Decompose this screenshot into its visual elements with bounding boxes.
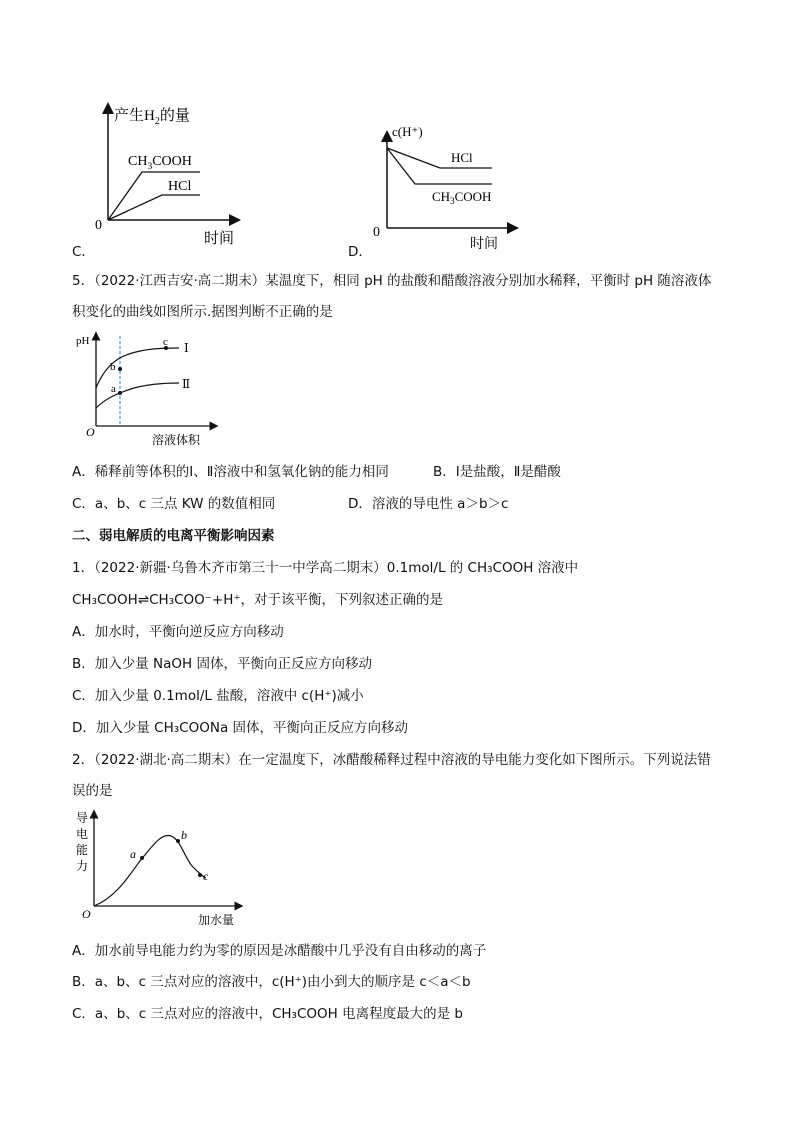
q5-option-c[interactable]: C．a、b、c 三点 KW 的数值相同 bbox=[72, 496, 276, 512]
y-axis-label: c(H⁺) bbox=[392, 124, 423, 139]
q2-option-a[interactable]: A．加水前导电能力约为零的原因是冰醋酸中几乎没有自由移动的离子 bbox=[72, 943, 487, 959]
q1-option-c[interactable]: C．加入少量 0.1mol/L 盐酸，溶液中 c(H⁺)减小 bbox=[72, 688, 364, 704]
point-c-label: c bbox=[163, 336, 168, 348]
section-title: 二、弱电解质的电离平衡影响因素 bbox=[72, 528, 275, 544]
point-b-label: b bbox=[110, 361, 116, 373]
q1-stem-line2: CH₃COOH⇌CH₃COO⁻+H⁺，对于该平衡，下列叙述正确的是 bbox=[72, 592, 444, 608]
curve-i-label: Ⅰ bbox=[184, 341, 189, 355]
ch3cooh-label: $CH_3COOH$ bbox=[432, 189, 492, 206]
hcl-line bbox=[108, 195, 200, 220]
y-axis-label-2: 电 bbox=[76, 827, 89, 841]
origin-label: 0 bbox=[95, 218, 102, 233]
point-b-label: b bbox=[181, 828, 187, 842]
conductivity-curve bbox=[94, 836, 206, 906]
q2-stem-line2: 误的是 bbox=[72, 783, 113, 799]
q2-stem-line1: 2．（2022·湖北·高二期末）在一定温度下，冰醋酸稀释过程中溶液的导电能力变化如下图所示。下列说法错 bbox=[72, 752, 711, 768]
point-c bbox=[198, 873, 202, 877]
figure-d bbox=[365, 118, 520, 253]
point-b bbox=[118, 367, 122, 371]
curve-ii bbox=[96, 383, 179, 408]
point-a bbox=[118, 391, 122, 395]
curve-ii-label: Ⅱ bbox=[182, 377, 191, 391]
origin-label: O bbox=[86, 425, 95, 439]
option-d-letter: D． bbox=[348, 244, 372, 260]
point-a-label: a bbox=[130, 847, 136, 861]
hcl-line bbox=[387, 148, 492, 168]
q5-stem-line1: 5．（2022·江西吉安·高二期末）某温度下，相同 pH 的盐酸和醋酸溶液分别加水稀释，平衡时 pH 随溶液体 bbox=[72, 273, 712, 289]
hcl-label: HCl bbox=[168, 179, 192, 194]
x-axis-label: 溶液体积 bbox=[152, 433, 201, 447]
q5-option-d[interactable]: D．溶液的导电性 a＞b＞c bbox=[348, 496, 509, 512]
q5-stem-line2: 积变化的曲线如图所示.据图判断不正确的是 bbox=[72, 304, 333, 320]
y-axis-label-3: 能 bbox=[76, 843, 89, 857]
point-a-label: a bbox=[111, 383, 116, 395]
q1-option-d[interactable]: D．加入少量 CH₃COONa 固体，平衡向正反应方向移动 bbox=[72, 720, 409, 736]
y-axis-label-1: 导 bbox=[76, 811, 89, 825]
q2-figure bbox=[74, 808, 246, 930]
q2-option-b[interactable]: B．a、b、c 三点对应的溶液中，c(H⁺)由小到大的顺序是 c＜a＜b bbox=[72, 974, 471, 990]
point-c-label: c bbox=[203, 869, 209, 883]
q5-option-b[interactable]: B．Ⅰ是盐酸，Ⅱ是醋酸 bbox=[433, 464, 561, 480]
origin-label: 0 bbox=[373, 225, 380, 240]
y-axis-label-4: 力 bbox=[76, 859, 89, 873]
hcl-label: HCl bbox=[451, 150, 473, 165]
option-c-letter: C． bbox=[72, 244, 95, 260]
q1-option-a[interactable]: A．加水时，平衡向逆反应方向移动 bbox=[72, 624, 284, 640]
x-axis-label: 时间 bbox=[470, 237, 498, 252]
x-axis-label: 时间 bbox=[204, 231, 235, 247]
curve-i bbox=[96, 348, 179, 388]
q1-option-b[interactable]: B．加入少量 NaOH 固体，平衡向正反应方向移动 bbox=[72, 656, 372, 672]
q2-option-c[interactable]: C．a、b、c 三点对应的溶液中，CH₃COOH 电离程度最大的是 b bbox=[72, 1006, 463, 1022]
q5-figure bbox=[74, 328, 224, 450]
ch3cooh-label: $CH_3COOH$ bbox=[128, 154, 192, 172]
origin-label: O bbox=[82, 907, 91, 921]
y-axis-label: 产生$H_2$的量 bbox=[114, 108, 190, 127]
point-a bbox=[140, 856, 144, 860]
x-axis-label: 加水量 bbox=[198, 913, 235, 927]
q1-stem-line1: 1．（2022·新疆·乌鲁木齐市第三十一中学高二期末）0.1mol/L 的 CH₃COOH 溶液中 bbox=[72, 560, 579, 576]
point-b bbox=[176, 839, 180, 843]
q5-option-a[interactable]: A．稀释前等体积的Ⅰ、Ⅱ溶液中和氢氧化钠的能力相同 bbox=[72, 464, 389, 480]
y-axis-label: pH bbox=[76, 335, 90, 347]
figure-c bbox=[90, 98, 250, 248]
